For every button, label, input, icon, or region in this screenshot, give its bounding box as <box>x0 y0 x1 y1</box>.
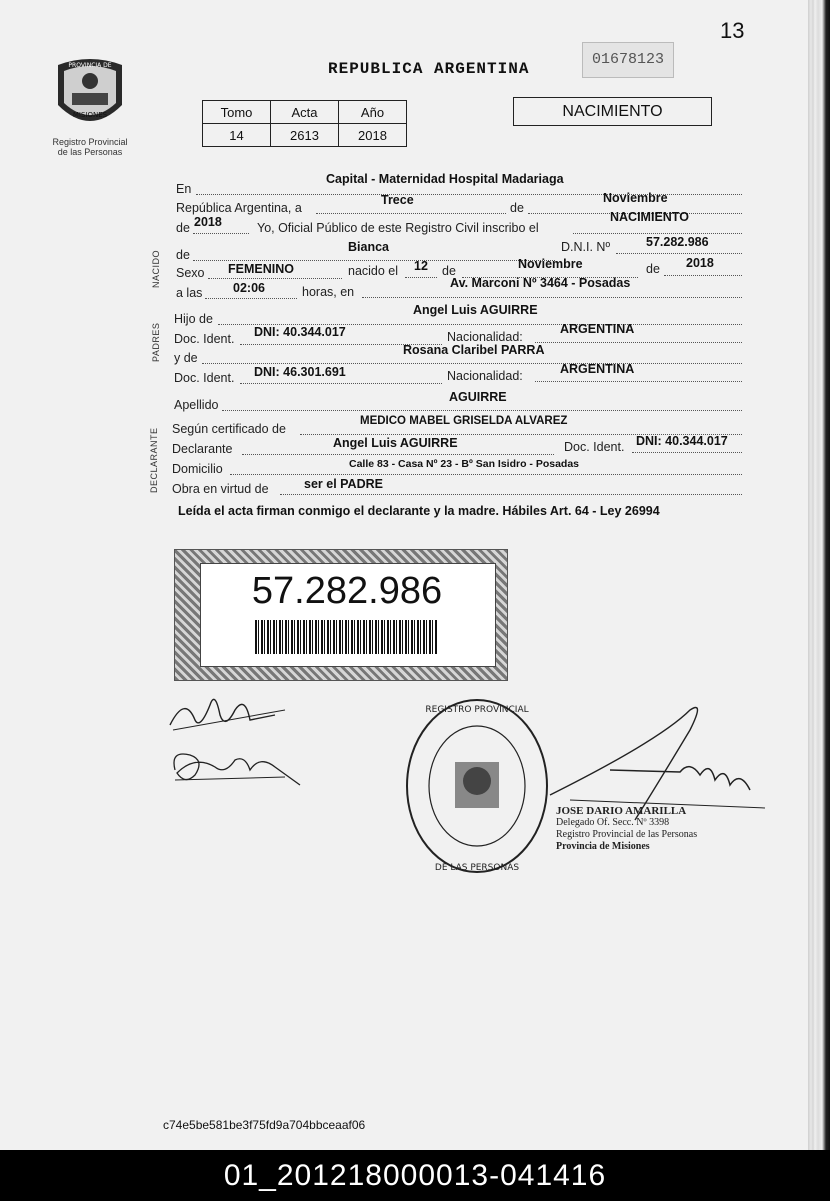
value-time: 02:06 <box>233 281 265 295</box>
value-birth-day: 12 <box>414 259 428 273</box>
value-declarante: Angel Luis AGUIRRE <box>333 436 458 450</box>
value-inscribo: NACIMIENTO <box>610 210 689 224</box>
label-dni: D.N.I. Nº <box>561 240 611 254</box>
logo-seal-bottom: MISIONES <box>72 111 108 119</box>
value-surname: AGUIRRE <box>449 390 507 404</box>
province-seal-icon <box>52 55 128 135</box>
logo-caption <box>36 137 144 157</box>
label-father-nat: Nacionalidad: <box>447 330 523 344</box>
header-tomo: Tomo <box>203 101 271 124</box>
label-sexo: Sexo <box>176 266 205 280</box>
value-father: Angel Luis AGUIRRE <box>413 303 538 317</box>
value-acta: 2613 <box>271 124 339 147</box>
document-hash: c74e5be581be3f75fd9a704bbceaaf06 <box>163 1118 366 1132</box>
official-line2: Registro Provincial de las Personas <box>556 829 698 840</box>
value-decl-doc: DNI: 40.344.017 <box>636 434 728 448</box>
logo-caption-line2: de las Personas <box>57 147 123 157</box>
label-republica: República Argentina, a <box>176 201 302 215</box>
label-de-name: de <box>176 248 190 262</box>
logo-seal-top: PROVINCIA DE <box>68 62 112 69</box>
label-hijo: Hijo de <box>174 312 213 326</box>
value-mother-doc: DNI: 46.301.691 <box>254 365 346 379</box>
label-birth-de2: de <box>646 262 660 276</box>
label-father-doc: Doc. Ident. <box>174 332 235 346</box>
section-nacido: NACIDO <box>151 249 161 288</box>
label-certificado: Según certificado de <box>172 422 286 436</box>
serial-number: 01678123 <box>582 42 674 78</box>
value-day-words: Trece <box>381 193 414 207</box>
label-mother-nat: Nacionalidad: <box>447 369 523 383</box>
value-address: Av. Marconi Nº 3464 - Posadas <box>450 276 631 290</box>
value-domicilio: Calle 83 - Casa Nº 23 - Bº San Isidro - Posadas <box>349 458 580 470</box>
label-y-de: y de <box>174 351 198 365</box>
label-birth-de1: de <box>442 264 456 278</box>
barcode-icon <box>255 620 437 654</box>
value-name: Bianca <box>348 240 389 254</box>
section-declarante: DECLARANTE <box>149 427 159 493</box>
footer-id: 01_201218000013-041416 <box>0 1150 830 1201</box>
svg-text:REGISTRO PROVINCIAL: REGISTRO PROVINCIAL <box>425 705 529 715</box>
record-type: NACIMIENTO <box>513 97 712 126</box>
page-number: 13 <box>720 18 745 43</box>
value-year: 2018 <box>194 215 222 229</box>
value-father-nat: ARGENTINA <box>560 322 635 336</box>
value-father-doc: DNI: 40.344.017 <box>254 325 346 339</box>
value-certificado: MEDICO MABEL GRISELDA ALVAREZ <box>360 415 568 427</box>
value-obra: ser el PADRE <box>304 477 383 491</box>
value-mother-nat: ARGENTINA <box>560 362 635 376</box>
label-de-year: de <box>176 221 190 235</box>
register-table <box>202 100 407 147</box>
official-line3: Provincia de Misiones <box>556 841 650 852</box>
official-seal-icon <box>403 696 551 876</box>
value-dni: 57.282.986 <box>646 235 709 249</box>
label-inscribo: Yo, Oficial Público de este Registro Civil inscribo el <box>257 221 539 235</box>
svg-text:DE LAS PERSONAS: DE LAS PERSONAS <box>434 863 520 873</box>
value-month: Noviembre <box>603 191 668 205</box>
label-mother-doc: Doc. Ident. <box>174 371 235 385</box>
value-tomo: 14 <box>203 124 271 147</box>
closing-note: Leída el acta firman conmigo el declarante y la madre. Hábiles Art. 64 - Ley 26994 <box>178 504 660 518</box>
document-title: REPUBLICA ARGENTINA <box>328 60 530 78</box>
label-nacido: nacido el <box>348 264 399 278</box>
label-declarante: Declarante <box>172 442 233 456</box>
value-ano: 2018 <box>339 124 407 147</box>
value-place: Capital - Maternidad Hospital Madariaga <box>326 172 564 186</box>
header-ano: Año <box>339 101 407 124</box>
label-horas: horas, en <box>302 285 355 299</box>
label-a-las: a las <box>176 286 203 300</box>
official-name: JOSE DARIO AMARILLA <box>556 805 687 817</box>
logo-caption-line1: Registro Provincial <box>52 137 128 147</box>
value-sexo: FEMENINO <box>228 262 294 276</box>
label-apellido: Apellido <box>174 398 219 412</box>
value-birth-year: 2018 <box>686 256 714 270</box>
label-obra: Obra en virtud de <box>172 482 269 496</box>
signature-declarant-icon <box>165 685 305 795</box>
label-de: de <box>510 201 524 215</box>
label-en: En <box>176 182 192 196</box>
official-stamp-text <box>556 805 697 853</box>
value-birth-month: Noviembre <box>518 257 583 271</box>
official-line1: Delegado Of. Secc. Nº 3398 <box>556 817 670 828</box>
label-decl-doc: Doc. Ident. <box>564 440 625 454</box>
section-padres: PADRES <box>151 322 161 362</box>
barcode-number: 57.282.986 <box>251 570 443 612</box>
value-mother: Rosana Claribel PARRA <box>403 343 545 357</box>
header-acta: Acta <box>271 101 339 124</box>
page-edge <box>808 0 830 1150</box>
label-domicilio: Domicilio <box>172 462 223 476</box>
